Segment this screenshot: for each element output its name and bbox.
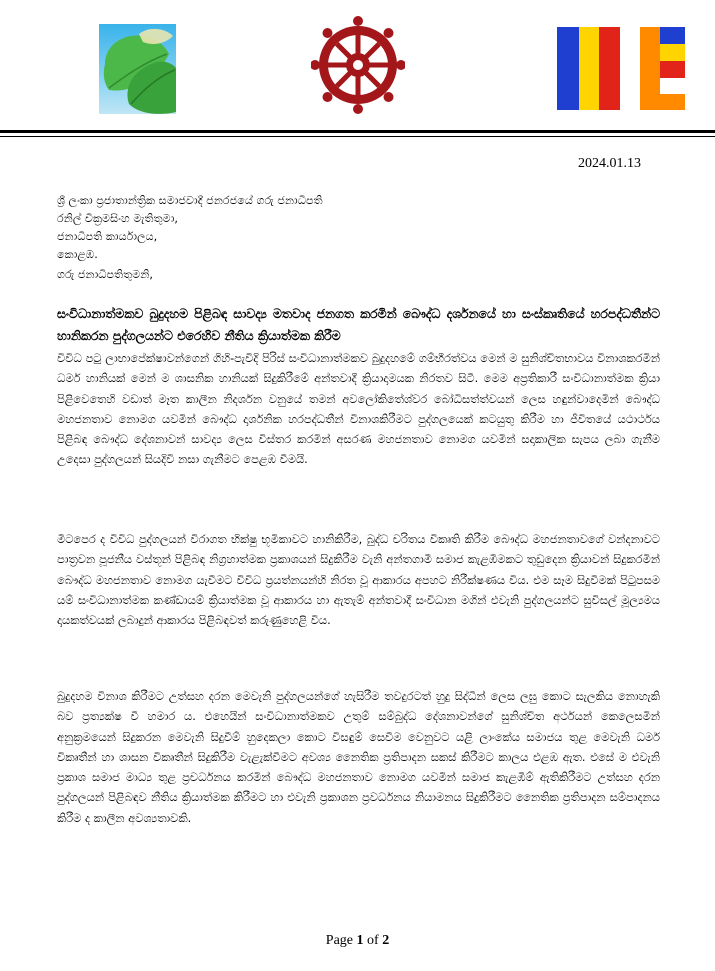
bodhi-leaf-logo <box>99 24 176 114</box>
header-divider <box>0 130 715 133</box>
dharma-wheel-icon <box>311 15 405 115</box>
page-of: of <box>363 933 383 948</box>
body-paragraph: මීටපෙර ද විවිධ පුද්ගලයන් විරාගත භික්ෂු භූමිකාවට හානිකිරීම, බුද්ධ චරිතය විකෘති කිරීම බෞද්ධ මහජනතාවගේ වන්දනාවට පාත්‍රවන පූජනීය වස්තූන් පිළිබඳ නිග්‍රහාත්මක ප්‍රකාශයන් සිදුකිරීම වැනි අන්තගාමී සමාජ කැළඹීමකට තුඩුදෙන ක්‍රියාවන් සිදුකරමින් බෞද්ධ මහජනතාව නොමග යැවීමට විවිධ ප්‍රයත්නයන්හි නිරත වූ ආකාරය අපහට නිරීක්ෂණය විය. එම සෑම සිදුවීමක් පිටුපසම යම් සංවිධානාත්මක කණ්ඩායම් ක්‍රියාත්මක වූ ආකාරය හා ඇතැම් අන්තවාදී සංවිධාන මගින් එවැනි පුද්ගලයන්ට සුවිසල් මූල්‍යමය දායකත්වයක් ලබාදුන් ආකාරය පිළිබඳවත් කරුණුහෙළි විය. <box>57 532 660 628</box>
header-divider-thin <box>0 136 715 137</box>
buddhist-flag <box>557 27 685 110</box>
letter-date: 2024.01.13 <box>578 156 641 171</box>
body-paragraph: බුදුදහම විනාශ කිරීමට උත්සහ දරන මෙවැනි පුද්ගලයන්ගේ හැසිරීම තවදුරටත් හුදු සිද්ධීන් ලෙස ලඝු කොට සැලකිය නොහැකි බව ප්‍රත්‍යක්ෂ වී හමාර ය. එහෙයින් සංවිධානාත්මකව උතුම් සම්බුද්ධ දේශනාවන්ගේ සුනිශ්චිත අර්ථයන් කෙලෙසමින් අනුක්‍රමයෙන් සිදුකරන මෙවැනි සිදුවීම් හුදෙකලා කොට විසඳුම් සෙවීම වෙනුවට යළි ලාංකේය සමාජය තුළ මෙවැනි ධර්ම විකෘතීන් හා ශාසන විකෘතීන් සිදුකිරීම වැළැක්වීමට අවශ්‍ය නෛතික ප්‍රතිපාදන සකස් කිරීමට කාලය එළඹ ඇත. එසේ ම එවැනි ප්‍රකාශ සමාජ මාධ්‍ය තුළ ප්‍රචර්ධනය කරමින් බෞද්ධ මහජනතාව නොමග යවමින් සමාජ කැළඹීම් ඇතිකිරීමට උත්සහ දරන පුද්ගලයන් පිළිබඳව නීතිය ක්‍රියාත්මක කිරීමට හා එවැනි ප්‍රකාශන ප්‍රවර්ධනය නියාමනය සිදුකිරීමට නෛතික ප්‍රතිපාදන සම්පාදනය කිරීම ද කාලීන අවශ්‍යතාවකි. <box>57 689 660 825</box>
page-number <box>0 933 715 949</box>
address-line: රනිල් වික්‍රමසිංහ මැතිතුමා, <box>57 212 178 225</box>
page-current: 1 <box>356 933 364 948</box>
page-total: 2 <box>382 933 390 948</box>
salutation: ගරු ජනාධිපතිතුමනි, <box>57 268 153 281</box>
page-prefix: Page <box>325 933 357 948</box>
address-line: ශ්‍රී ලංකා ප්‍රජාතාන්ත්‍රික සමාජවාදී ජනරජයේ ගරු ජනාධිපති <box>57 194 323 207</box>
letter-subject: සංවිධානාත්මකව බුදුදහම පිළිබඳ සාවද්‍ය මතවාද ජනගත කරමින් බෞද්ධ දර්ශනයේ හා සංස්කෘතියේ හරපද්ධතීන්ට හානිකරන පුද්ගලයන්ට එරෙහිව නීතිය ක්‍රියාත්මක කිරීම <box>57 306 660 343</box>
address-line: කොළඹ. <box>57 248 98 261</box>
body-paragraph: විවිධ පටු ලාභාපේක්ෂාවන්ගෙන් ගිහි-පැවිදි පිරිස් සංවිධානාත්මකව බුදුදහමේ ගම්භීරත්වය මෙන් ම සුනිශ්චිතභාවය විනාශකරමින් ධර්ම හානියක් මෙන් ම ශාසනික හානියක් සිදුකිරීමේ අන්තවාදී ක්‍රියාදාමයක නිරතව සිටී. මෙම අප්‍රතිකාරී සංවිධානාත්මක ක්‍රියා පිළිවෙතෙහි වඩාත් මෑත කාලීන නිදර්ශන වනුයේ තමන් අවලෝකිතේශ්වර බෝධිසත්ත්වයන් ලෙස හඳුන්වාදෙමින් බෞද්ධ මහජනතාව නොමග යවමින් බෞද්ධ දාර්ශනික හරපද්ධතීන් විනාශකිරීමට පුද්ගලයෙක් කටයුතු කිරීම හා ජීවිතයේ යථාර්ථය පිළිබඳ බෞද්ධ දේශනාවන් සාවද්‍ය ලෙස විස්තර කරමින් අසරණ මහජනතාව නොමග යවමින් සදාකාලික සැපය ලබා ගැනීම උදෙසා පුද්ගලයන් සියදිවි නසා ගැනීමට පෙළඹ වීමයි. <box>57 351 660 467</box>
address-line: ජනාධිපති කාර්යාලය, <box>57 230 158 243</box>
recipient-address <box>57 192 323 264</box>
